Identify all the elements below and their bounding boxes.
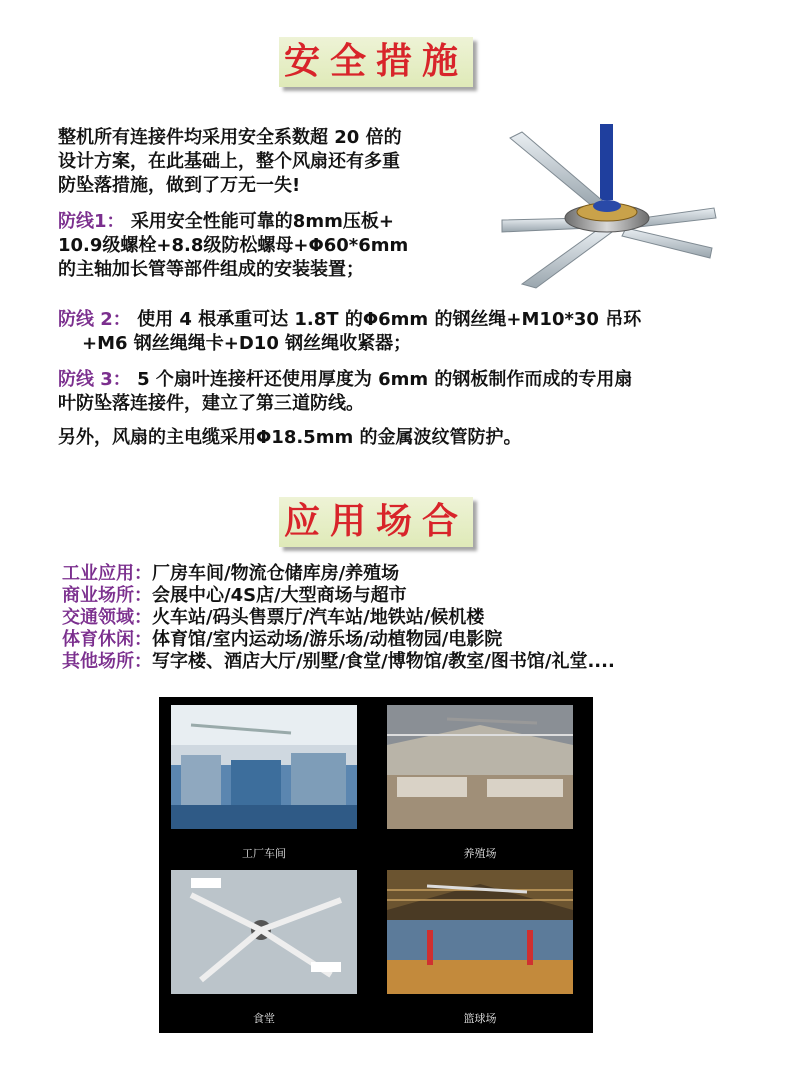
- intro-line: 防坠落措施，做到了万无一失!: [58, 175, 301, 196]
- safety-intro: [58, 126, 402, 198]
- usage-title: 应用场合: [279, 497, 473, 547]
- defense-3-text: 5 个扇叶连接杆还使用厚度为 6mm 的钢板制作而成的专用扇: [137, 369, 633, 390]
- usage-row: [62, 629, 615, 651]
- defense-3-label: 防线 3：: [58, 369, 131, 390]
- application-photo-panel: [159, 697, 593, 1033]
- fan-product-image: [500, 124, 722, 290]
- usage-row: [62, 651, 615, 673]
- usage-text: 写字楼、酒店大厅/别墅/食堂/博物馆/教室/图书馆/礼堂....: [152, 651, 615, 672]
- defense-line-3: [58, 368, 632, 416]
- usage-row: [62, 607, 615, 629]
- usage-label: 体育休闲：: [62, 629, 152, 650]
- defense-3-text: 叶防坠落连接件，建立了第三道防线。: [58, 393, 364, 414]
- defense-1-label: 防线1：: [58, 211, 125, 232]
- defense-2-label: 防线 2：: [58, 309, 131, 330]
- canteen-caption: 食堂: [253, 1012, 275, 1025]
- usage-text: 会展中心/4S店/大型商场与超市: [152, 585, 407, 606]
- basketball-caption: 篮球场: [463, 1012, 497, 1025]
- factory-caption: 工厂车间: [242, 847, 286, 860]
- usage-text: 体育馆/室内运动场/游乐场/动植物园/电影院: [152, 629, 503, 650]
- defense-2-text: +M6 钢丝绳绳卡+D10 钢丝绳收紧器；: [82, 333, 412, 354]
- defense-2-text: 使用 4 根承重可达 1.8T 的Φ6mm 的钢丝绳+M10*30 吊环: [137, 309, 642, 330]
- usage-text: 火车站/码头售票厅/汽车站/地铁站/候机楼: [152, 607, 485, 628]
- usage-list: [62, 563, 615, 673]
- usage-row: [62, 563, 615, 585]
- defense-1-text: 10.9级螺栓+8.8级防松螺母+Φ60*6mm: [58, 235, 409, 256]
- farm-caption: 养殖场: [463, 847, 497, 860]
- defense-line-2: [58, 308, 641, 356]
- basketball-court-photo: [387, 870, 573, 994]
- factory-photo: [171, 705, 357, 829]
- usage-label: 其他场所：: [62, 651, 152, 672]
- canteen-photo: [171, 870, 357, 994]
- cable-protection-note: 另外，风扇的主电缆采用Φ18.5mm 的金属波纹管防护。: [58, 427, 522, 448]
- usage-label: 交通领域：: [62, 607, 152, 628]
- intro-line: 整机所有连接件均采用安全系数超 20 倍的: [58, 127, 402, 148]
- usage-label: 商业场所：: [62, 585, 152, 606]
- defense-1-text: 的主轴加长管等部件组成的安装装置；: [58, 259, 364, 280]
- usage-text: 厂房车间/物流仓储库房/养殖场: [152, 563, 400, 584]
- safety-title: 安全措施: [279, 37, 473, 87]
- farm-photo: [387, 705, 573, 829]
- intro-line: 设计方案，在此基础上，整个风扇还有多重: [58, 151, 400, 172]
- usage-label: 工业应用：: [62, 563, 152, 584]
- defense-1-text: 采用安全性能可靠的8mm压板+: [130, 211, 394, 232]
- defense-line-1: [58, 210, 408, 282]
- usage-row: [62, 585, 615, 607]
